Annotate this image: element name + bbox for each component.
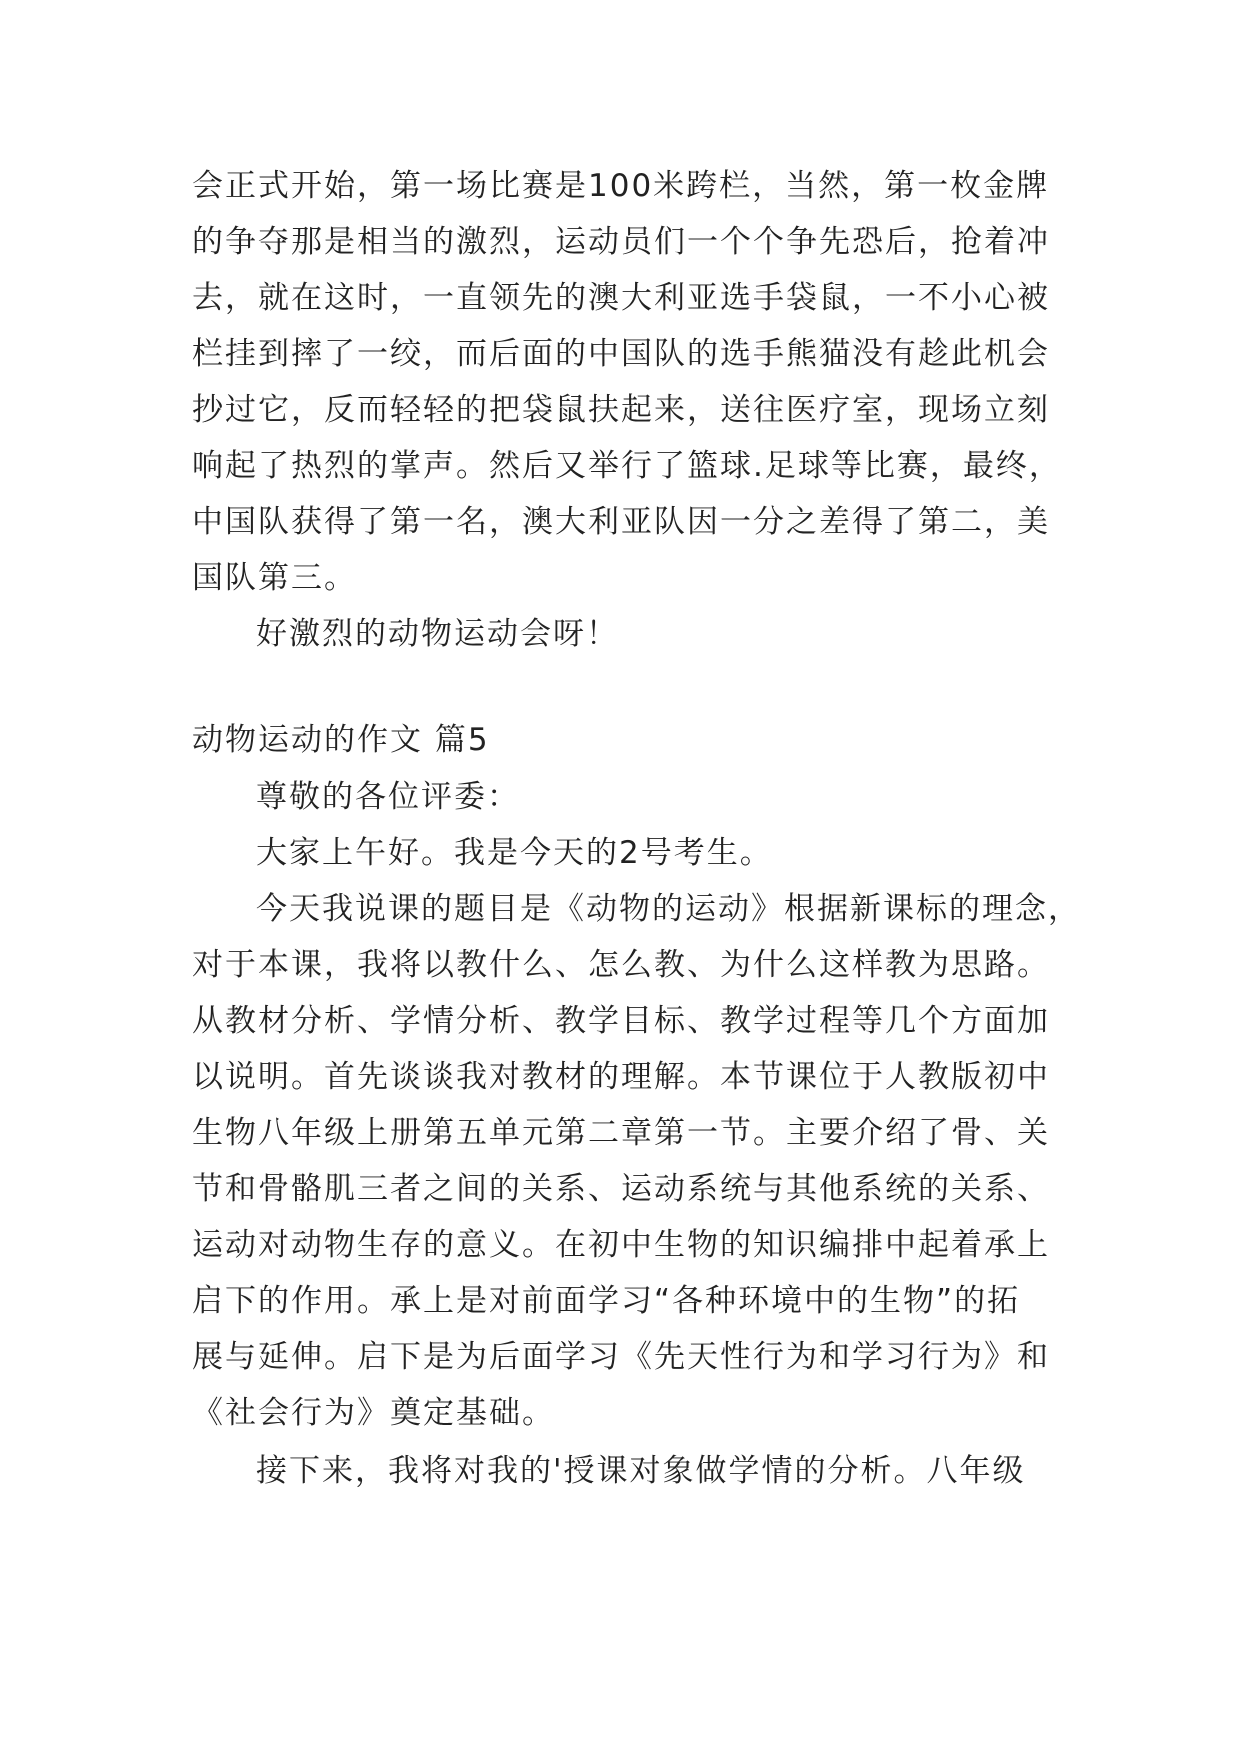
paragraph-line: 《社会行为》奠定基础。 (192, 1395, 555, 1431)
paragraph-line: 接下来，我将对我的'授课对象做学情的分析。八年级 (256, 1453, 1026, 1489)
paragraph-line: 大家上午好。我是今天的2号考生。 (256, 835, 773, 871)
paragraph-line: 栏挂到摔了一绞，而后面的中国队的选手熊猫没有趁此机会 (192, 336, 1050, 372)
paragraph-line: 对于本课，我将以教什么、怎么教、为什么这样教为思路。 (192, 947, 1050, 983)
paragraph-line: 以说明。首先谈谈我对教材的理解。本节课位于人教版初中 (192, 1059, 1050, 1095)
paragraph-line: 启下的作用。承上是对前面学习“各种环境中的生物”的拓 (192, 1283, 1021, 1319)
paragraph-line: 从教材分析、学情分析、教学目标、教学过程等几个方面加 (192, 1003, 1050, 1039)
paragraph-line: 节和骨骼肌三者之间的关系、运动系统与其他系统的关系、 (192, 1171, 1050, 1207)
paragraph-line: 去，就在这时，一直领先的澳大利亚选手袋鼠，一不小心被 (192, 280, 1050, 316)
paragraph-line: 展与延伸。启下是为后面学习《先天性行为和学习行为》和 (192, 1339, 1050, 1375)
paragraph-line: 生物八年级上册第五单元第二章第一节。主要介绍了骨、关 (192, 1115, 1050, 1151)
paragraph-line: 今天我说课的题目是《动物的运动》根据新课标的理念， (256, 891, 1081, 927)
paragraph-line: 抄过它，反而轻轻的把袋鼠扶起来，送往医疗室，现场立刻 (192, 392, 1050, 428)
paragraph-line: 运动对动物生存的意义。在初中生物的知识编排中起着承上 (192, 1227, 1050, 1263)
paragraph-line: 中国队获得了第一名，澳大利亚队因一分之差得了第二，美 (192, 504, 1050, 540)
paragraph-line: 响起了热烈的掌声。然后又举行了篮球.足球等比赛，最终， (192, 448, 1062, 484)
paragraph-line: 的争夺那是相当的激烈，运动员们一个个争先恐后，抢着冲 (192, 224, 1050, 260)
paragraph-line: 国队第三。 (192, 560, 357, 596)
paragraph-line: 尊敬的各位评委： (256, 779, 520, 815)
paragraph-line: 好激烈的动物运动会呀！ (256, 616, 619, 652)
paragraph-line: 会正式开始，第一场比赛是100米跨栏，当然，第一枚金牌 (192, 168, 1050, 204)
section-heading: 动物运动的作文 篇5 (192, 722, 490, 758)
